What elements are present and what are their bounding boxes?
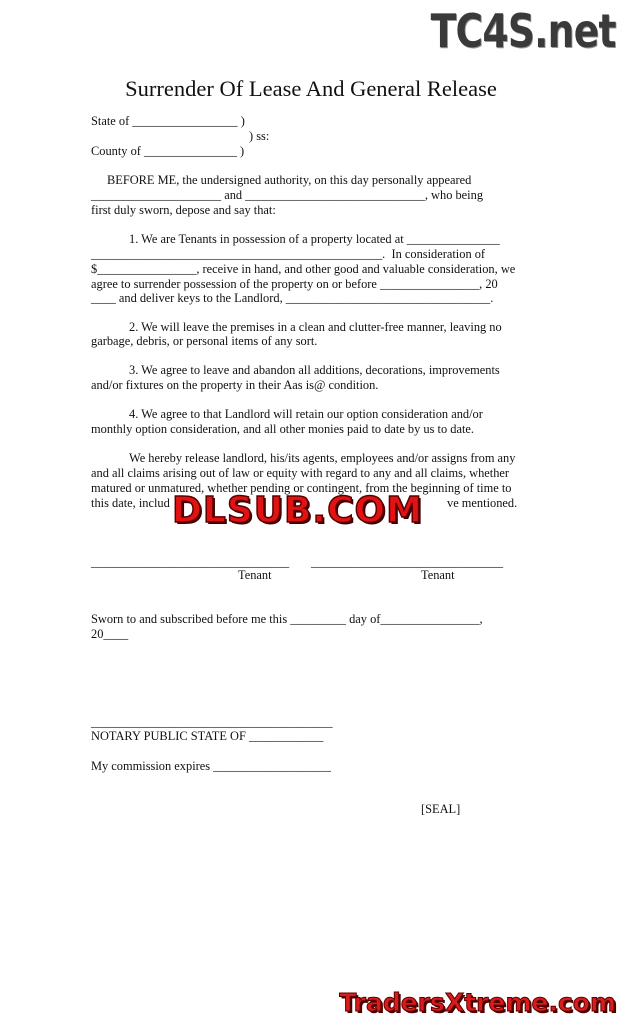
intro-line-1: BEFORE ME, the undersigned authority, on this day personally appeared (107, 173, 472, 187)
clause1-line-2: _______________________________________________. In consideration of (91, 247, 486, 261)
intro-line-2: _____________________ and _____________________________, who being (91, 188, 484, 202)
release-line-4-start: this date, includ (91, 496, 170, 510)
watermark-middle-logo: DLSUB.COM (172, 490, 423, 531)
sworn-line-1: Sworn to and subscribed before me this _________ day of________________, (91, 612, 483, 626)
clause4-line-2: monthly option consideration, and all other monies paid to date by us to date. (91, 422, 475, 436)
release-line-3: matured or unmatured, whether pending or contingent, from the beginning of time to (91, 481, 512, 495)
clause1-line-5: ____ and deliver keys to the Landlord, _________________________________. (91, 291, 494, 305)
clause3-line-2: and/or fixtures on the property in their Aas is@ condition. (91, 378, 379, 392)
watermark-bottom-logo: TradersXtreme.com (339, 988, 616, 1017)
venue-ss-line: ) ss: (249, 129, 270, 143)
tenant-signature-line-left: ________________________________ (91, 555, 290, 569)
notary-public-label: NOTARY PUBLIC STATE OF ____________ (91, 729, 324, 743)
clause1-line-3: $________________, receive in hand, and other good and valuable consideration, we (91, 262, 516, 276)
watermark-top-logo: TC4S.net (430, 4, 616, 58)
tenant-signature-line-right: _______________________________ (311, 555, 504, 569)
clause1-line-1: 1. We are Tenants in possession of a property located at _______________ (129, 232, 500, 246)
venue-county-line: County of _______________ ) (91, 144, 245, 158)
sworn-line-2: 20____ (91, 627, 129, 641)
commission-expires-line: My commission expires ___________________ (91, 759, 331, 773)
release-line-4-end: ve mentioned. (447, 496, 518, 510)
notary-signature-line: _______________________________________ (91, 715, 333, 729)
clause1-line-4: agree to surrender possession of the property on or before ________________, 20 (91, 277, 498, 291)
release-line-2: and all claims arising out of law or equity with regard to any and all claims, whether (91, 466, 510, 480)
venue-state-line: State of _________________ ) (91, 114, 245, 128)
clause4-line-1: 4. We agree to that Landlord will retain our option consideration and/or (129, 407, 483, 421)
document-title: Surrender Of Lease And General Release (125, 76, 497, 101)
clause3-line-1: 3. We agree to leave and abandon all additions, decorations, improvements (129, 363, 500, 377)
tenant-label-right: Tenant (421, 568, 455, 582)
intro-line-3: first duly sworn, depose and say that: (91, 203, 276, 217)
release-line-1: We hereby release landlord, his/its agents, employees and/or assigns from any (129, 451, 516, 465)
clause2-line-2: garbage, debris, or personal items of any sort. (91, 334, 318, 348)
tenant-label-left: Tenant (238, 568, 272, 582)
seal-label: [SEAL] (421, 802, 461, 816)
clause2-line-1: 2. We will leave the premises in a clean and clutter-free manner, leaving no (129, 320, 502, 334)
